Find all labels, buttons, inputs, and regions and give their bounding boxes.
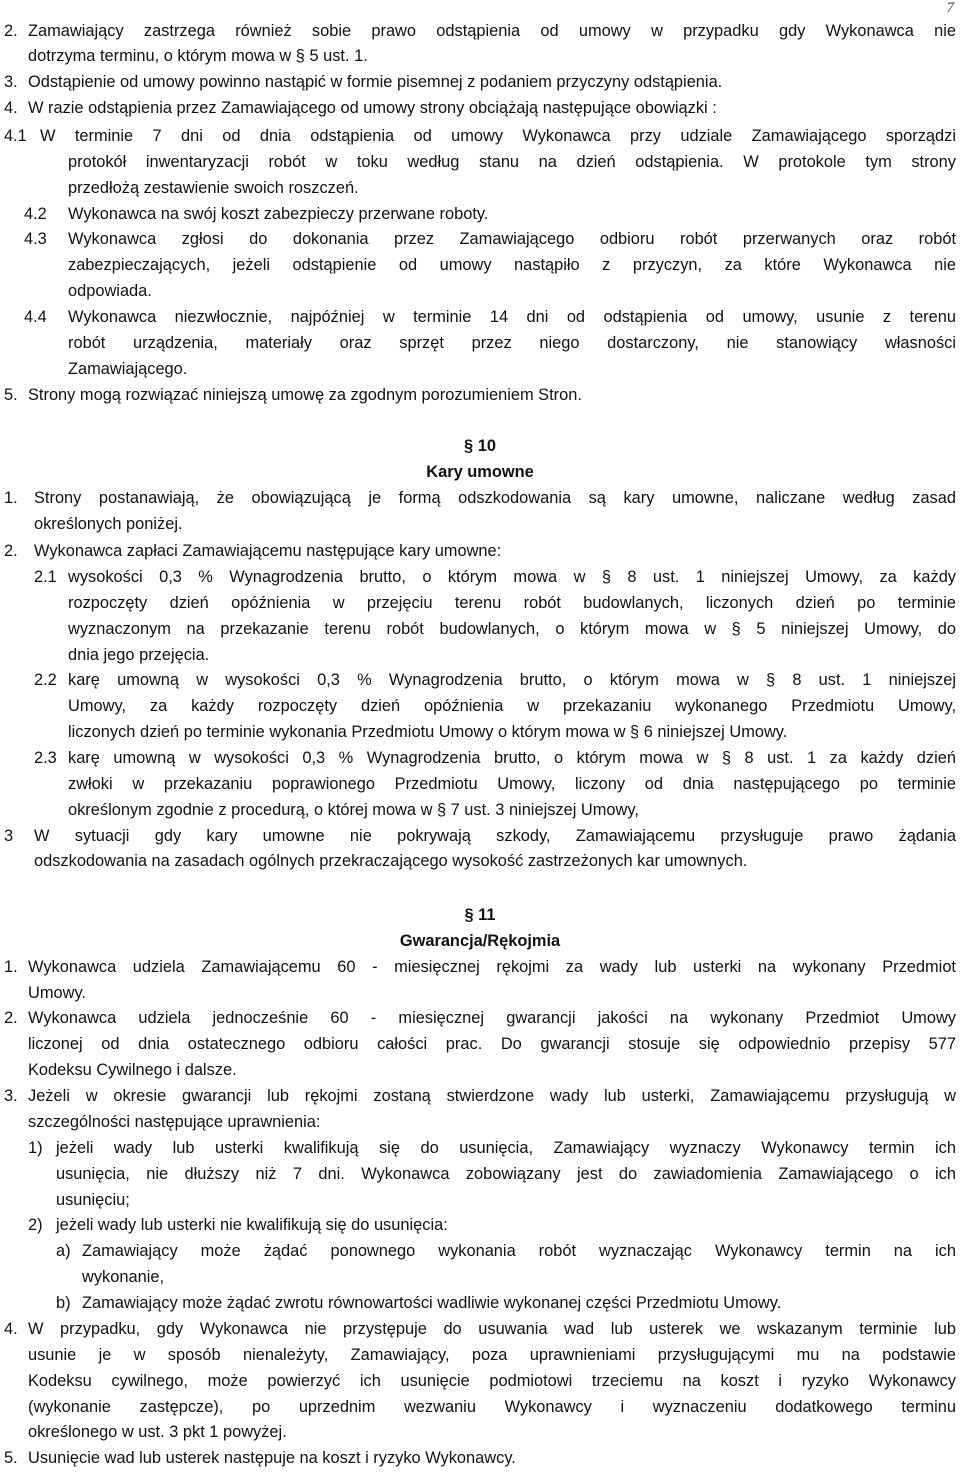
paragraph-line: karę umowną w wysokości 0,3 % Wynagrodzenia brutto, o którym mowa w § 8 ust. 1 niniejszej xyxy=(68,671,956,689)
list-number: 4. xyxy=(4,99,18,117)
paragraph-line: liczonych dzień po terminie wykonania Przedmiotu Umowy o którym mowa w § 6 niniejszej Umowy. xyxy=(68,723,788,741)
paragraph-line: Wykonawca zgłosi do dokonania przez Zamawiającego odbioru robót przerwanych oraz robót xyxy=(68,230,956,248)
section-heading: § 11 xyxy=(464,906,496,924)
list-number: 4.1 xyxy=(4,127,27,145)
paragraph-line: jeżeli wady lub usterki nie kwalifikują się do usunięcia: xyxy=(56,1216,448,1234)
section-title: Kary umowne xyxy=(426,463,534,481)
paragraph-line: robót urządzenia, materiały oraz sprzęt przez niego dostarczony, nie stanowiący własności xyxy=(68,334,956,352)
paragraph-line: W przypadku, gdy Wykonawca nie przystępuje do usuwania wad lub usterek we wskazanym terminie lub xyxy=(28,1320,956,1338)
paragraph-line: usunięcia, nie dłuższy niż 7 dni. Wykonawca zobowiązany jest do zawiadomienia Zamawiającego o ich xyxy=(56,1165,956,1183)
list-number: 4. xyxy=(4,1320,18,1338)
paragraph-line: dotrzyma terminu, o którym mowa w § 5 ust. 1. xyxy=(28,47,368,65)
paragraph-line: W terminie 7 dni od dnia odstąpienia od umowy Wykonawca przy udziale Zamawiającego sporządzi xyxy=(40,127,956,145)
paragraph-line: rozpoczęty dzień opóźnienia w przejęciu terenu robót budowlanych, liczonych dzień po terminie xyxy=(68,594,956,612)
paragraph-line: jeżeli wady lub usterki kwalifikują się do usunięcia, Zamawiający wyznaczy Wykonawcy termin ich xyxy=(56,1139,956,1157)
list-number: a) xyxy=(56,1242,71,1260)
section-title: Gwarancja/Rękojmia xyxy=(399,932,561,950)
paragraph-line: usunięciu; xyxy=(56,1191,130,1209)
list-number: 3. xyxy=(4,73,18,91)
paragraph-line: Wykonawca niezwłocznie, najpóźniej w terminie 14 dni od odstąpienia od umowy, usunie z terenu xyxy=(68,308,956,326)
paragraph-line: szczególności następujące uprawnienia: xyxy=(28,1113,321,1131)
paragraph-line: (wykonanie zastępcze), po uprzednim wezwaniu Wykonawcy i wyznaczeniu dodatkowego terminu xyxy=(28,1398,956,1416)
list-number: 4.3 xyxy=(24,230,47,248)
paragraph-line: usunie je w sposób nienależyty, Zamawiający, poza uprawnieniami przysługującymi mu na podstawie xyxy=(28,1346,956,1364)
paragraph-line: protokół inwentaryzacji robót w toku według stanu na dzień odstąpienia. W protokole tym strony xyxy=(68,153,956,171)
list-number: 2. xyxy=(4,22,18,40)
list-number: 1. xyxy=(4,489,18,507)
paragraph-line: Zamawiającego. xyxy=(68,360,188,378)
page-number: 7 xyxy=(946,0,954,16)
list-number: 3 xyxy=(4,827,14,845)
paragraph-line: Strony mogą rozwiązać niniejszą umowę za zgodnym porozumieniem Stron. xyxy=(28,386,582,404)
list-number: 2. xyxy=(4,1009,18,1027)
paragraph-line: przedłożą zestawienie swoich roszczeń. xyxy=(68,179,359,197)
list-number: b) xyxy=(56,1294,71,1312)
paragraph-line: W razie odstąpienia przez Zamawiającego od umowy strony obciążają następujące obowiązki : xyxy=(28,99,717,117)
list-number: 3. xyxy=(4,1087,18,1105)
list-number: 4.4 xyxy=(24,308,47,326)
paragraph-line: Wykonawca udziela jednocześnie 60 - miesięcznej gwarancji jakości na wykonany Przedmiot Umowy xyxy=(28,1009,956,1027)
list-number: 2) xyxy=(28,1216,43,1234)
list-number: 2.1 xyxy=(34,568,57,586)
paragraph-line: dnia jego przejęcia. xyxy=(68,646,210,664)
paragraph-line: Zamawiający zastrzega również sobie prawo odstąpienia od umowy w przypadku gdy Wykonawca nie xyxy=(28,22,956,40)
paragraph-line: Kodeksu cywilnego, może powierzyć ich usunięcie podmiotowi trzeciemu na koszt i ryzyko Wykonawcy xyxy=(28,1372,956,1390)
paragraph-line: Zamawiający może żądać zwrotu równowartości wadliwie wykonanej części Przedmiotu Umowy. xyxy=(82,1294,782,1312)
paragraph-line: Umowy. xyxy=(28,984,86,1002)
paragraph-line: Zamawiający może żądać ponownego wykonania robót wyznaczając Wykonawcy termin na ich xyxy=(82,1242,956,1260)
list-number: 2.2 xyxy=(34,671,57,689)
list-number: 4.2 xyxy=(24,205,47,223)
paragraph-line: zwłoki w przekazaniu poprawionego Przedmiotu Umowy, liczony od dnia następującego po terminie xyxy=(68,775,956,793)
paragraph-line: Umowy, za każdy rozpoczęty dzień opóźnienia w przekazaniu wykonanego Przedmiotu Umowy, xyxy=(68,697,956,715)
paragraph-line: Wykonawca udziela Zamawiającemu 60 - miesięcznej rękojmi za wady lub usterki na wykonany Przedmiot xyxy=(28,958,956,976)
paragraph-line: wykonanie, xyxy=(82,1268,165,1286)
paragraph-line: zabezpieczających, jeżeli odstąpienie od umowy nastąpiło z przyczyn, za które Wykonawca nie xyxy=(68,256,956,274)
paragraph-line: Wykonawca na swój koszt zabezpieczy przerwane roboty. xyxy=(68,205,489,223)
paragraph-line: wyznaczonym na przekazanie terenu robót budowlanych, o którym mowa w § 5 niniejszej Umowy, do xyxy=(68,620,956,638)
paragraph-line: wysokości 0,3 % Wynagrodzenia brutto, o którym mowa w § 8 ust. 1 niniejszej Umowy, za każdy xyxy=(68,568,956,586)
paragraph-line: karę umowną w wysokości 0,3 % Wynagrodzenia brutto, o którym mowa w § 8 ust. 1 za każdy dzień xyxy=(68,749,956,767)
list-number: 1) xyxy=(28,1139,43,1157)
list-number: 2. xyxy=(4,542,18,560)
list-number: 1. xyxy=(4,958,18,976)
paragraph-line: odpowiada. xyxy=(68,282,152,300)
paragraph-line: Wykonawca zapłaci Zamawiającemu następujące kary umowne: xyxy=(34,542,502,560)
paragraph-line: określonym zgodnie z procedurą, o której mowa w § 7 ust. 3 niniejszej Umowy, xyxy=(68,801,639,819)
paragraph-line: określonych poniżej. xyxy=(34,515,183,533)
paragraph-line: Kodeksu Cywilnego i dalsze. xyxy=(28,1061,237,1079)
paragraph-line: liczonej od dnia ostatecznego odbioru całości prac. Do gwarancji stosuje się odpowiednio przepisy 577 xyxy=(28,1035,956,1053)
list-number: 5. xyxy=(4,386,18,404)
paragraph-line: Strony postanawiają, że obowiązującą je formą odszkodowania są kary umowne, naliczane według zasad xyxy=(34,489,956,507)
paragraph-line: odszkodowania na zasadach ogólnych przekraczającego wysokość zastrzeżonych kar umownych. xyxy=(34,852,748,870)
paragraph-line: Jeżeli w okresie gwarancji lub rękojmi zostaną stwierdzone wady lub usterki, Zamawiającemu przysługują w xyxy=(28,1087,956,1105)
list-number: 2.3 xyxy=(34,749,57,767)
paragraph-line: Odstąpienie od umowy powinno nastąpić w formie pisemnej z podaniem przyczyny odstąpienia. xyxy=(28,73,723,91)
paragraph-line: Usunięcie wad lub usterek następuje na koszt i ryzyko Wykonawcy. xyxy=(28,1449,516,1467)
list-number: 5. xyxy=(4,1449,18,1467)
paragraph-line: W sytuacji gdy kary umowne nie pokrywają szkody, Zamawiającemu przysługuje prawo żądania xyxy=(34,827,956,845)
section-heading: § 10 xyxy=(464,437,496,455)
paragraph-line: określonego w ust. 3 pkt 1 powyżej. xyxy=(28,1423,287,1441)
